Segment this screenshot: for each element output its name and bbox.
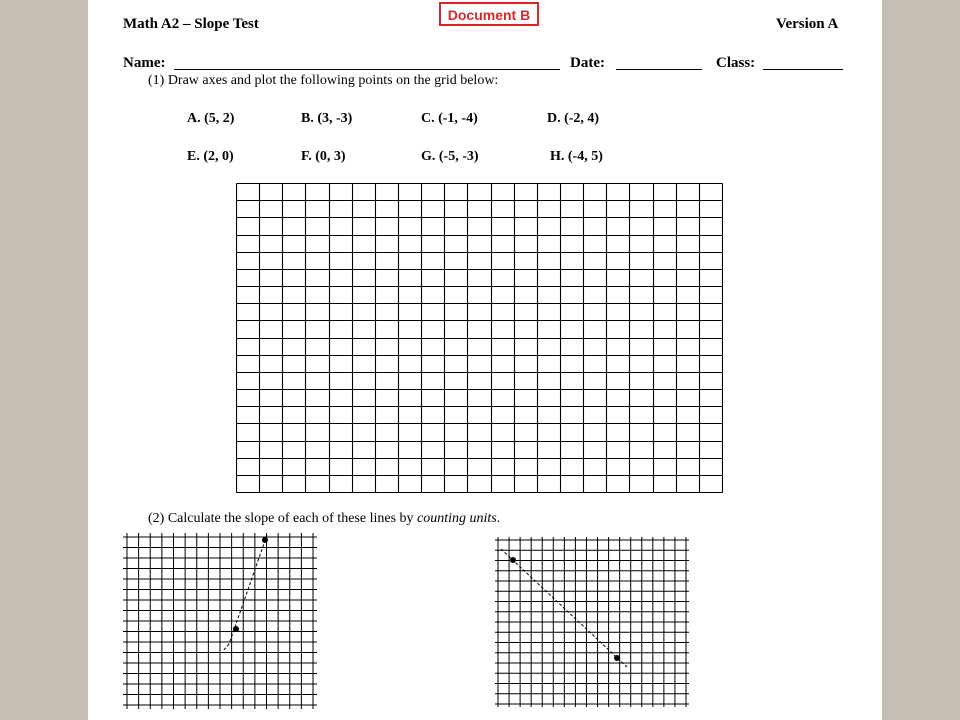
slope-point-right-upper [510,557,516,563]
point-e: E. (2, 0) [187,149,234,164]
point-h: H. (-4, 5) [550,149,603,164]
point-f: F. (0, 3) [301,149,346,164]
question-1-prompt: (1) Draw axes and plot the following points on the grid below: [148,73,499,88]
slope-point-left-lower [233,626,239,632]
date-label: Date: [570,55,605,71]
name-label: Name: [123,55,166,71]
slope-line-left-ext [223,644,229,651]
worksheet-title: Math A2 – Slope Test [123,16,259,32]
slope-grid-right [495,537,691,707]
class-field[interactable] [763,56,843,70]
point-c: C. (-1, -4) [421,111,478,126]
worksheet-page [88,0,882,720]
name-field[interactable] [174,56,560,70]
version-label: Version A [776,16,839,32]
question-2-prompt: (2) Calculate the slope of each of these lines by counting units. [148,511,501,526]
graph-grid-main[interactable] [236,183,723,493]
point-g: G. (-5, -3) [421,149,479,164]
slope-point-left-upper [262,537,268,543]
date-field[interactable] [616,56,702,70]
document-label: Document B [439,2,539,26]
point-d: D. (-2, 4) [547,111,600,126]
point-b: B. (3, -3) [301,111,353,126]
emphasis-counting-units: counting units [417,511,497,526]
slope-grid-left [123,533,319,709]
class-label: Class: [716,55,756,71]
point-a: A. (5, 2) [187,111,235,126]
slope-point-right-lower [614,655,620,661]
